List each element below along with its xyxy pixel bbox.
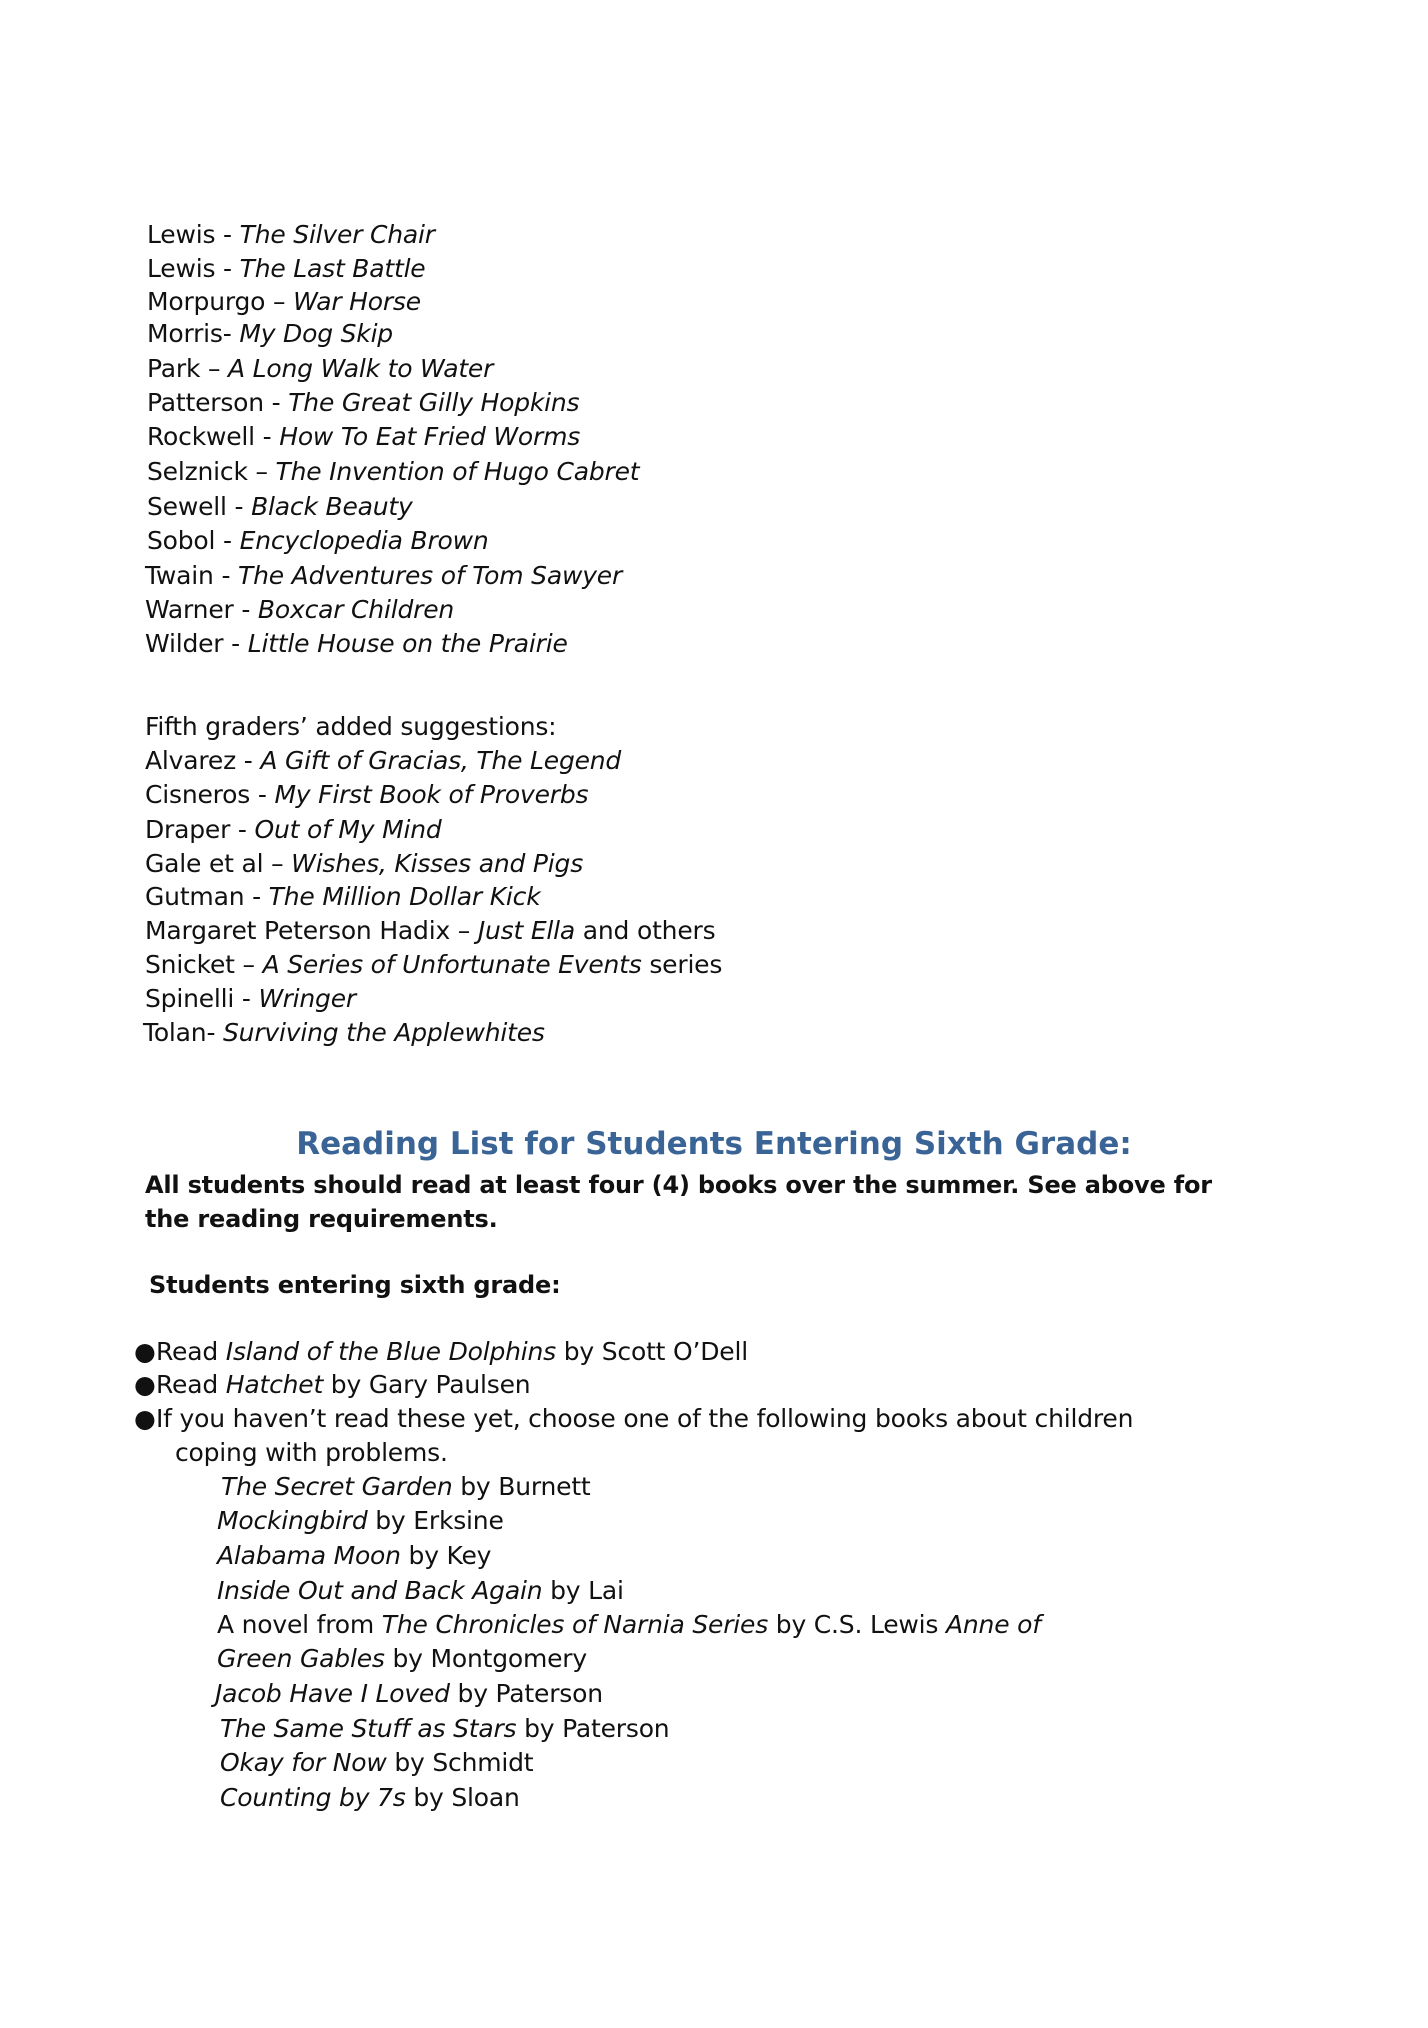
text: by Burnett xyxy=(452,1472,591,1501)
list-item xyxy=(143,1016,545,1050)
author: Twain xyxy=(145,561,214,590)
text: by Erksine xyxy=(367,1506,504,1535)
book-choice xyxy=(217,1504,504,1538)
book-title: The Invention of Hugo Cabret xyxy=(275,457,640,486)
author: Cisneros xyxy=(145,780,251,809)
author: Rockwell xyxy=(147,422,255,451)
separator: - xyxy=(263,388,289,417)
book-choice xyxy=(220,1746,533,1780)
book-title: Inside Out and Back Again xyxy=(217,1576,543,1605)
book-title: Black Beauty xyxy=(251,492,413,521)
list-item xyxy=(145,627,568,661)
intro-text: the reading requirements. xyxy=(145,1205,498,1233)
book-title: How To Eat Fried Worms xyxy=(279,422,581,451)
text: by C.S. Lewis xyxy=(768,1610,946,1639)
book-title: Anne of xyxy=(946,1610,1041,1639)
book-choice xyxy=(220,1712,669,1746)
book-title: Wringer xyxy=(258,984,356,1013)
section-label: Fifth graders’ added suggestions: xyxy=(145,712,557,741)
text: Read xyxy=(156,1337,226,1366)
book-title: Wishes, Kisses and Pigs xyxy=(291,849,584,878)
text: by Paterson xyxy=(516,1714,670,1743)
book-choice xyxy=(217,1539,491,1573)
separator: - xyxy=(215,526,240,555)
book-title: My First Book of Proverbs xyxy=(274,780,589,809)
author: Gale et al xyxy=(145,849,264,878)
author: Sobol xyxy=(147,526,216,555)
separator: - xyxy=(215,254,240,283)
separator: - xyxy=(254,422,280,451)
list-item xyxy=(147,386,579,420)
author: Wilder xyxy=(145,629,224,658)
book-choice xyxy=(220,1781,520,1815)
book-title: Hatchet xyxy=(225,1370,324,1399)
separator: - xyxy=(226,492,252,521)
author: Gutman xyxy=(145,882,245,911)
book-title: War Horse xyxy=(293,287,421,316)
book-title: The Great Gilly Hopkins xyxy=(288,388,580,417)
book-title: Just Ella xyxy=(477,916,576,945)
separator: – xyxy=(263,849,292,878)
book-title: Island of the Blue Dolphins xyxy=(225,1337,556,1366)
author: Park xyxy=(147,354,201,383)
book-title: Okay for Now xyxy=(220,1748,387,1777)
list-item xyxy=(145,593,454,627)
separator: – xyxy=(234,950,263,979)
separator: - xyxy=(230,815,255,844)
suffix: and others xyxy=(575,916,716,945)
text: by Sloan xyxy=(405,1783,520,1812)
book-title: The Same Stuff as Stars xyxy=(220,1714,517,1743)
author: Draper xyxy=(145,815,231,844)
book-title: Surviving the Applewhites xyxy=(223,1018,545,1047)
separator: – xyxy=(200,354,229,383)
author: Selznick xyxy=(147,457,248,486)
separator: - xyxy=(233,595,258,624)
book-title: Mockingbird xyxy=(217,1506,368,1535)
book-title: A Gift of Gracias, The Legend xyxy=(260,746,622,775)
book-title: My Dog Skip xyxy=(239,319,393,348)
bullet-item xyxy=(134,1368,530,1402)
book-title: The Chronicles of Narnia Series xyxy=(381,1610,769,1639)
list-item xyxy=(147,218,435,252)
book-choice xyxy=(221,1470,591,1504)
text: by Key xyxy=(400,1541,492,1570)
author: Snicket xyxy=(145,950,235,979)
subheading: Students entering sixth grade: xyxy=(149,1271,561,1299)
list-item xyxy=(147,317,393,351)
separator: - xyxy=(206,1018,224,1047)
text: A novel from xyxy=(217,1610,382,1639)
list-item xyxy=(147,455,639,489)
book-title: The Secret Garden xyxy=(221,1472,453,1501)
list-item xyxy=(145,559,622,593)
bullet-item xyxy=(134,1402,1133,1436)
text: by Gary Paulsen xyxy=(323,1370,531,1399)
author: Alvarez xyxy=(145,746,236,775)
text: by Scott O’Dell xyxy=(556,1337,748,1366)
separator: - xyxy=(223,629,248,658)
bullet-continuation: coping with problems. xyxy=(175,1438,448,1467)
list-item xyxy=(145,914,715,948)
bullet-icon: ● xyxy=(134,1404,156,1433)
book-title: Out of My Mind xyxy=(254,815,442,844)
separator: – xyxy=(247,457,276,486)
separator: - xyxy=(234,984,259,1013)
text: by Schmidt xyxy=(386,1748,534,1777)
separator: – xyxy=(450,916,478,945)
list-item xyxy=(147,252,426,286)
book-title: Green Gables xyxy=(217,1644,385,1673)
separator: - xyxy=(222,319,240,348)
author: Sewell xyxy=(147,492,227,521)
book-title: The Adventures of Tom Sawyer xyxy=(238,561,623,590)
book-title: The Last Battle xyxy=(239,254,426,283)
text: If you haven’t read these yet, choose one of the following books about children xyxy=(156,1404,1134,1433)
separator: - xyxy=(213,561,239,590)
author: Morris xyxy=(147,319,223,348)
book-title: Boxcar Children xyxy=(257,595,455,624)
separator: - xyxy=(236,746,261,775)
intro-text: All students should read at least four (4) books over the summer. See above for xyxy=(145,1171,1212,1199)
author: Patterson xyxy=(147,388,264,417)
book-choice xyxy=(215,1677,603,1711)
book-title: Alabama Moon xyxy=(217,1541,401,1570)
book-choice xyxy=(217,1642,587,1676)
book-title: Counting by 7s xyxy=(220,1783,406,1812)
list-item xyxy=(147,490,413,524)
author: Margaret Peterson Hadix xyxy=(145,916,451,945)
text: Read xyxy=(156,1370,226,1399)
list-item xyxy=(147,524,489,558)
text: by Montgomery xyxy=(384,1644,587,1673)
separator: - xyxy=(250,780,275,809)
list-item xyxy=(145,847,583,881)
bullet-item xyxy=(134,1335,748,1369)
list-item xyxy=(147,352,493,386)
book-title: A Long Walk to Water xyxy=(228,354,494,383)
list-item xyxy=(145,982,356,1016)
author: Lewis xyxy=(147,254,216,283)
book-title: Jacob Have I Loved xyxy=(215,1679,450,1708)
suffix: series xyxy=(641,950,723,979)
separator: - xyxy=(215,220,240,249)
author: Lewis xyxy=(147,220,216,249)
bullet-icon: ● xyxy=(134,1370,156,1399)
author: Tolan xyxy=(143,1018,207,1047)
bullet-icon: ● xyxy=(134,1337,156,1366)
book-title: Encyclopedia Brown xyxy=(239,526,489,555)
separator: - xyxy=(244,882,269,911)
book-title: The Million Dollar Kick xyxy=(268,882,541,911)
text: by Lai xyxy=(542,1576,624,1605)
book-choice xyxy=(217,1574,624,1608)
list-item xyxy=(145,744,621,778)
text: by Paterson xyxy=(449,1679,603,1708)
list-item xyxy=(145,880,541,914)
book-title: A Series of Unfortunate Events xyxy=(262,950,642,979)
list-item xyxy=(145,813,442,847)
book-choice xyxy=(217,1608,1041,1642)
book-title: Little House on the Prairie xyxy=(247,629,568,658)
author: Morpurgo xyxy=(147,287,266,316)
separator: – xyxy=(265,287,294,316)
book-title: The Silver Chair xyxy=(239,220,435,249)
section-heading: Reading List for Students Entering Sixth Grade: xyxy=(296,1126,1132,1162)
list-item xyxy=(145,948,722,982)
author: Warner xyxy=(145,595,234,624)
list-item xyxy=(147,285,421,319)
list-item xyxy=(147,420,580,454)
author: Spinelli xyxy=(145,984,235,1013)
list-item xyxy=(145,778,588,812)
